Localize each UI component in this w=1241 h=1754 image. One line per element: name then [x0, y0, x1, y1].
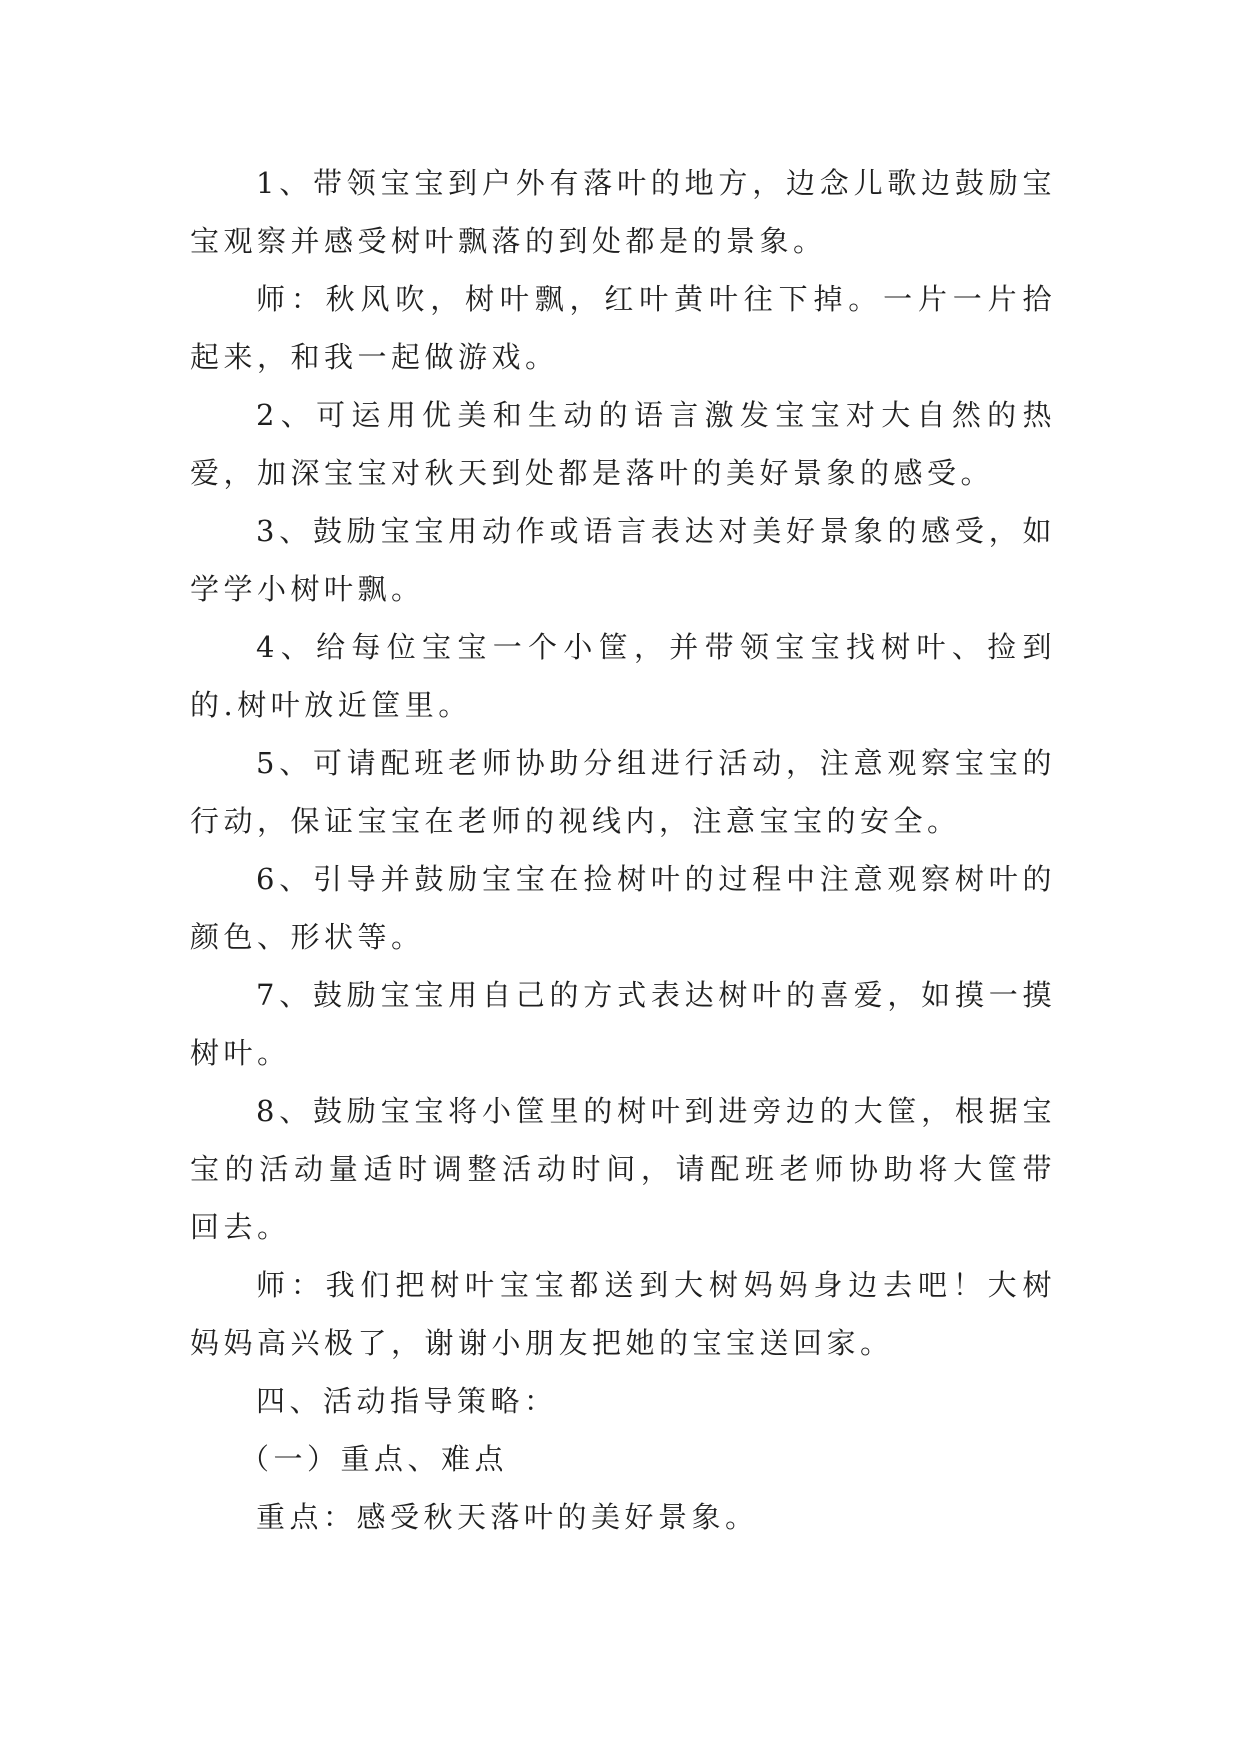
- section-heading-strategy: 四、活动指导策略：: [256, 1384, 558, 1418]
- paragraph-step-1: 1、带领宝宝到户外有落叶的地方，边念儿歌边鼓励宝宝观察并感受树叶飘落的到处都是的景象。: [190, 166, 1056, 258]
- subsection-heading-key-points: （一）重点、难点: [240, 1442, 509, 1476]
- document-page: [190, 154, 1056, 1546]
- paragraph-step-4: 4、给每位宝宝一个小筐，并带领宝宝找树叶、捡到的.树叶放近筐里。: [190, 630, 1056, 722]
- paragraph-teacher-line-1: 师：秋风吹，树叶飘，红叶黄叶往下掉。一片一片拾起来，和我一起做游戏。: [190, 282, 1056, 374]
- paragraph-step-2: 2、可运用优美和生动的语言激发宝宝对大自然的热爱，加深宝宝对秋天到处都是落叶的美好景象的感受。: [190, 398, 1056, 490]
- paragraph-step-6: 6、引导并鼓励宝宝在捡树叶的过程中注意观察树叶的颜色、形状等。: [190, 862, 1056, 954]
- paragraph-key-point: 重点：感受秋天落叶的美好景象。: [256, 1500, 759, 1534]
- paragraph-teacher-line-2: 师：我们把树叶宝宝都送到大树妈妈身边去吧！大树妈妈高兴极了，谢谢小朋友把她的宝宝送回家。: [190, 1268, 1056, 1360]
- paragraph-step-8: 8、鼓励宝宝将小筐里的树叶到进旁边的大筐，根据宝宝的活动量适时调整活动时间，请配班老师协助将大筐带回去。: [190, 1094, 1056, 1244]
- paragraph-step-5: 5、可请配班老师协助分组进行活动，注意观察宝宝的行动，保证宝宝在老师的视线内，注意宝宝的安全。: [190, 746, 1056, 838]
- paragraph-step-7: 7、鼓励宝宝用自己的方式表达树叶的喜爱，如摸一摸树叶。: [190, 978, 1056, 1070]
- paragraph-step-3: 3、鼓励宝宝用动作或语言表达对美好景象的感受，如学学小树叶飘。: [190, 514, 1056, 606]
